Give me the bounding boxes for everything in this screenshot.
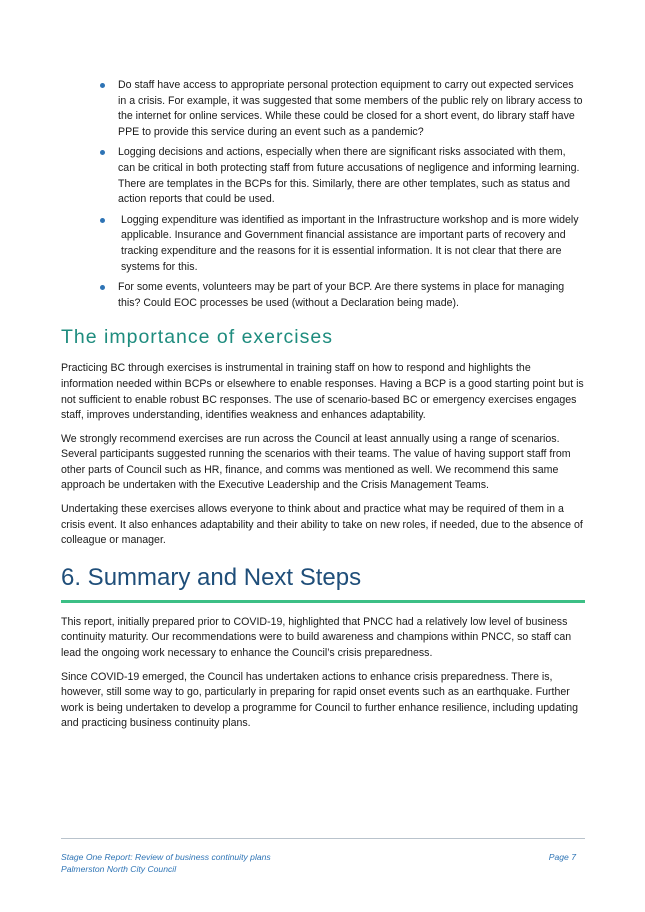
bullet-icon: [100, 83, 105, 88]
summary-paragraph: Since COVID-19 emerged, the Council has undertaken actions to enhance crisis preparedness. There is, however, still some way to go, particularly in preparing for rapid onset events such as an earthquake. Further work is being undertaken to develop a programme for Council to further enhance resilience, including updating and practicing business continuity plans.: [61, 670, 579, 730]
page-number: Page 7: [548, 852, 576, 862]
bullet-icon: [100, 150, 105, 155]
summary-paragraph: This report, initially prepared prior to COVID-19, highlighted that PNCC had a relatively low level of business continuity maturity. Our recommendations were to build awareness and champions within PNCC, so staff can lead the ongoing work necessary to enhance the Council’s crisis preparedness.: [61, 615, 572, 660]
bullet-icon: [100, 218, 105, 223]
list-item: [60, 78, 583, 140]
exercises-paragraph: We strongly recommend exercises are run across the Council at least annually using a range of scenarios. Several participants suggested running the scenarios with their teams. The value of having support staff from other parts of Council such as HR, finance, and comms was mentioned as well. We recommend this same approach be undertaken with the Executive Leadership and the Crisis Management Teams.: [61, 432, 571, 492]
bullet-text: Logging expenditure was identified as important in the Infrastructure workshop and is more widely applicable. Insurance and Government financial assistance are important parts of recovery and tracking expenditure and the reasons for it is essential information. It is not clear that there are systems for this.: [121, 213, 579, 273]
exercises-paragraph: Practicing BC through exercises is instrumental in training staff on how to respond and highlights the information needed within BCPs or elsewhere to enable responses. Having a BCP is a good starting point but is not sufficient to enable robust BC responses. The use of scenario-based BC or emergency exercises engages staff, improves understanding, identifies weakness and enhances adaptability.: [61, 362, 584, 422]
list-item: [60, 280, 583, 311]
list-item: [60, 213, 583, 275]
page-content: [61, 78, 585, 740]
footer-report-title: Stage One Report: Review of business continuity plans: [61, 852, 271, 862]
bullet-list: [61, 78, 585, 311]
bullet-icon: [100, 285, 105, 290]
list-item: [60, 145, 583, 207]
footer-organisation: Palmerston North City Council: [61, 864, 177, 874]
exercises-heading: The importance of exercises: [61, 326, 333, 349]
bullet-text: Do staff have access to appropriate personal protection equipment to carry out expected services in a crisis. For example, it was suggested that some members of the public rely on library access to the internet for online services. While these could be closed for a short event, do library staff have PPE to provide this service during an event such as a pandemic?: [118, 79, 583, 138]
footer-left: [61, 851, 271, 875]
bullet-text: For some events, volunteers may be part of your BCP. Are there systems in place for managing this? Could EOC processes be used (without a Declaration being made).: [118, 281, 565, 309]
footer-divider: [61, 838, 585, 839]
bullet-text: Logging decisions and actions, especially when there are significant risks associated with them, can be critical in both protecting staff from future accusations of negligence and informing learning. There are templates in the BCPs for this. Similarly, there are other templates, such as status and action reports that could be used.: [118, 146, 580, 206]
exercises-paragraph: Undertaking these exercises allows everyone to think about and practice what may be required of them in a crisis event. It also enhances adaptability and their ability to take on new roles, if needed, due to the absence of colleague or manager.: [61, 503, 583, 547]
summary-heading: 6. Summary and Next Steps: [61, 563, 585, 603]
